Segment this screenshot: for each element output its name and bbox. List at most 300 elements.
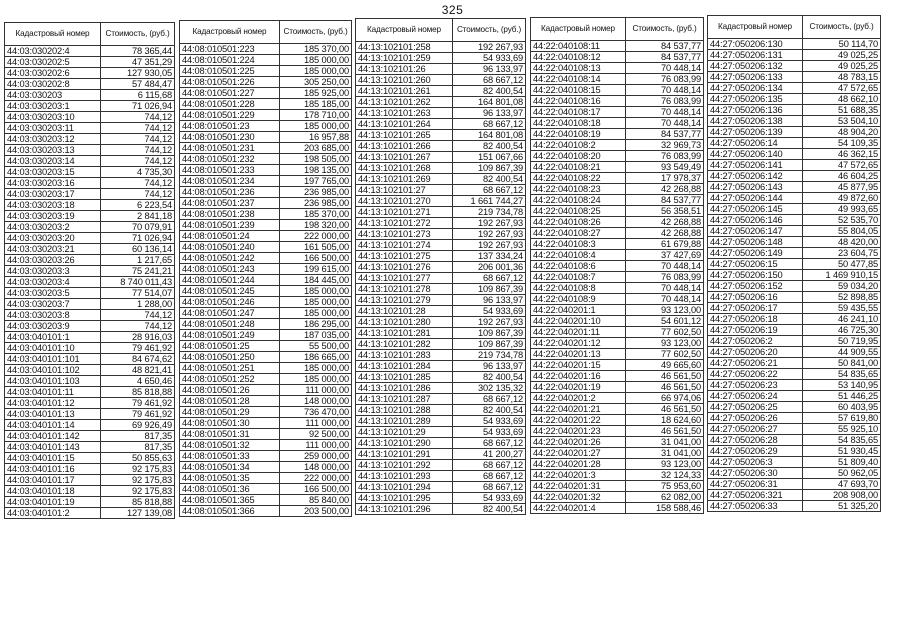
table-row <box>708 281 881 292</box>
column-header-cost: Стоимость, (руб.) <box>626 18 704 41</box>
table-row <box>708 138 881 149</box>
cost-cell: 71 026,94 <box>101 233 175 244</box>
cost-cell: 57 619,80 <box>803 413 881 424</box>
cost-cell: 186 295,00 <box>280 319 352 330</box>
table-row <box>531 382 704 393</box>
cadastral-number-cell: 44:03:030203:18 <box>5 200 101 211</box>
cost-cell: 51 809,40 <box>803 457 881 468</box>
cost-cell: 109 867,39 <box>453 284 526 295</box>
cost-cell: 68 667,12 <box>453 273 526 284</box>
cadastral-number-cell: 44:13:102101:277 <box>356 273 453 284</box>
cost-cell: 192 267,93 <box>453 42 526 53</box>
cost-cell: 77 514,07 <box>101 288 175 299</box>
cost-cell: 54 835,65 <box>803 369 881 380</box>
table-row <box>531 360 704 371</box>
cost-cell: 744,12 <box>101 156 175 167</box>
cadastral-number-cell: 44:13:102101:295 <box>356 493 453 504</box>
table-row <box>531 261 704 272</box>
cadastral-number-cell: 44:27:050206:3 <box>708 457 803 468</box>
table-row <box>356 152 526 163</box>
cadastral-number-cell: 44:22:040108:14 <box>531 74 626 85</box>
cadastral-number-cell: 44:27:050206:143 <box>708 182 803 193</box>
cost-cell: 28 916,03 <box>101 332 175 343</box>
table-row <box>708 226 881 237</box>
table-row <box>531 96 704 107</box>
table-row <box>5 332 175 343</box>
table-row <box>708 369 881 380</box>
cost-cell: 185 185,00 <box>280 99 352 110</box>
table-row <box>708 171 881 182</box>
cost-cell: 70 448,14 <box>626 118 704 129</box>
cost-cell: 54 933,69 <box>453 53 526 64</box>
table-row <box>356 130 526 141</box>
cadastral-number-cell: 44:27:050206:134 <box>708 83 803 94</box>
cost-cell: 192 267,93 <box>453 229 526 240</box>
cost-cell: 49 993,65 <box>803 204 881 215</box>
table-row <box>708 325 881 336</box>
cadastral-number-cell: 44:27:050206:321 <box>708 490 803 501</box>
table-row <box>356 350 526 361</box>
cost-cell: 817,35 <box>101 442 175 453</box>
cadastral-number-cell: 44:03:030203:2 <box>5 222 101 233</box>
table-row <box>5 79 175 90</box>
cadastral-number-cell: 44:03:030203:17 <box>5 189 101 200</box>
cadastral-number-cell: 44:22:040108:21 <box>531 162 626 173</box>
cadastral-number-cell: 44:22:040201:32 <box>531 492 626 503</box>
cadastral-number-cell: 44:22:040108:25 <box>531 206 626 217</box>
cadastral-number-cell: 44:08:010501:28 <box>180 396 280 407</box>
cadastral-number-cell: 44:03:030202:8 <box>5 79 101 90</box>
table-row <box>5 431 175 442</box>
table-row <box>708 391 881 402</box>
cadastral-number-cell: 44:27:050206:132 <box>708 61 803 72</box>
cadastral-number-cell: 44:27:050206:150 <box>708 270 803 281</box>
cost-cell: 49 665,60 <box>626 360 704 371</box>
cadastral-number-cell: 44:13:102101:287 <box>356 394 453 405</box>
table-row <box>180 198 352 209</box>
table-row <box>5 233 175 244</box>
table-row <box>5 442 175 453</box>
cadastral-number-cell: 44:13:102101:26 <box>356 64 453 75</box>
cost-cell: 41 200,27 <box>453 449 526 460</box>
table-row <box>180 132 352 143</box>
cadastral-table-1 <box>4 22 175 519</box>
cost-cell: 60 136,14 <box>101 244 175 255</box>
cost-cell: 48 904,20 <box>803 127 881 138</box>
table-row <box>180 77 352 88</box>
table-row <box>708 149 881 160</box>
table-row <box>180 385 352 396</box>
cost-cell: 85 840,00 <box>280 495 352 506</box>
cadastral-number-cell: 44:08:010501:366 <box>180 506 280 517</box>
cadastral-number-cell: 44:13:102101:284 <box>356 361 453 372</box>
cadastral-number-cell: 44:22:040201:26 <box>531 437 626 448</box>
table-row <box>5 475 175 486</box>
cadastral-number-cell: 44:03:030203 <box>5 90 101 101</box>
cost-cell: 219 734,78 <box>453 207 526 218</box>
cost-cell: 54 601,12 <box>626 316 704 327</box>
cadastral-number-cell: 44:22:040201:1 <box>531 305 626 316</box>
cadastral-number-cell: 44:22:040108:18 <box>531 118 626 129</box>
cost-cell: 50 962,05 <box>803 468 881 479</box>
cadastral-number-cell: 44:22:040201:22 <box>531 415 626 426</box>
cadastral-number-cell: 44:03:030203:19 <box>5 211 101 222</box>
cost-cell: 18 624,60 <box>626 415 704 426</box>
table-row <box>531 448 704 459</box>
table-row <box>180 242 352 253</box>
table-row <box>356 383 526 394</box>
table-row <box>708 501 881 512</box>
cadastral-number-cell: 44:03:030203:7 <box>5 299 101 310</box>
cadastral-number-cell: 44:13:102101:296 <box>356 504 453 515</box>
cost-cell: 185 000,00 <box>280 363 352 374</box>
cadastral-number-cell: 44:13:102101:275 <box>356 251 453 262</box>
table-row <box>180 440 352 451</box>
cost-cell: 222 000,00 <box>280 231 352 242</box>
cadastral-number-cell: 44:08:010501:237 <box>180 198 280 209</box>
cadastral-number-cell: 44:13:102101:281 <box>356 328 453 339</box>
cadastral-number-cell: 44:27:050206:145 <box>708 204 803 215</box>
cost-cell: 62 082,00 <box>626 492 704 503</box>
cadastral-number-cell: 44:27:050206:141 <box>708 160 803 171</box>
cost-cell: 222 000,00 <box>280 473 352 484</box>
cost-cell: 185 000,00 <box>280 66 352 77</box>
table-row <box>180 429 352 440</box>
table-row <box>708 358 881 369</box>
cost-cell: 198 135,00 <box>280 165 352 176</box>
table-row <box>356 229 526 240</box>
cadastral-number-cell: 44:03:030203:13 <box>5 145 101 156</box>
cost-cell: 4 650,46 <box>101 376 175 387</box>
table-row <box>531 206 704 217</box>
cost-cell: 109 867,39 <box>453 339 526 350</box>
cadastral-number-cell: 44:13:102101:260 <box>356 75 453 86</box>
cadastral-number-cell: 44:03:030203:16 <box>5 178 101 189</box>
table-row <box>356 504 526 515</box>
cadastral-number-cell: 44:08:010501:238 <box>180 209 280 220</box>
cadastral-number-cell: 44:08:010501:31 <box>180 429 280 440</box>
cost-cell: 166 500,00 <box>280 484 352 495</box>
table-row <box>180 264 352 275</box>
table-row <box>708 424 881 435</box>
cost-cell: 47 693,70 <box>803 479 881 490</box>
cadastral-number-cell: 44:22:040108:13 <box>531 63 626 74</box>
table-row <box>708 204 881 215</box>
cadastral-number-cell: 44:08:010501:30 <box>180 418 280 429</box>
cadastral-number-cell: 44:27:050206:148 <box>708 237 803 248</box>
cadastral-number-cell: 44:03:030203:3 <box>5 266 101 277</box>
cadastral-number-cell: 44:27:050206:14 <box>708 138 803 149</box>
cadastral-number-cell: 44:22:040108:2 <box>531 140 626 151</box>
cost-cell: 50 841,00 <box>803 358 881 369</box>
cost-cell: 54 933,69 <box>453 493 526 504</box>
table-row <box>531 404 704 415</box>
table-row <box>180 143 352 154</box>
table-row <box>708 468 881 479</box>
table-row <box>5 134 175 145</box>
cadastral-number-cell: 44:27:050206:130 <box>708 39 803 50</box>
cadastral-number-cell: 44:13:102101:29 <box>356 427 453 438</box>
table-row <box>708 347 881 358</box>
column-header-cost: Стоимость, (руб.) <box>280 21 352 44</box>
table-row <box>356 339 526 350</box>
table-row <box>531 305 704 316</box>
cadastral-number-cell: 44:22:040108:3 <box>531 239 626 250</box>
cost-cell: 50 719,95 <box>803 336 881 347</box>
cadastral-number-cell: 44:03:030203:4 <box>5 277 101 288</box>
cadastral-number-cell: 44:22:040108:20 <box>531 151 626 162</box>
cost-cell: 185 000,00 <box>280 297 352 308</box>
cadastral-number-cell: 44:08:010501:236 <box>180 187 280 198</box>
cost-cell: 46 241,10 <box>803 314 881 325</box>
table-row <box>180 407 352 418</box>
cadastral-number-cell: 44:03:040101:11 <box>5 387 101 398</box>
table-row <box>708 479 881 490</box>
table-row <box>180 462 352 473</box>
cadastral-number-cell: 44:08:010501:29 <box>180 407 280 418</box>
cadastral-number-cell: 44:08:010501:251 <box>180 363 280 374</box>
cadastral-number-cell: 44:27:050206:27 <box>708 424 803 435</box>
cadastral-number-cell: 44:22:040108:16 <box>531 96 626 107</box>
cadastral-number-cell: 44:08:010501:226 <box>180 77 280 88</box>
cost-cell: 32 969,73 <box>626 140 704 151</box>
cost-cell: 206 001,36 <box>453 262 526 273</box>
table-row <box>708 127 881 138</box>
table-row <box>180 308 352 319</box>
cadastral-number-cell: 44:08:010501:248 <box>180 319 280 330</box>
cost-cell: 151 067,66 <box>453 152 526 163</box>
table-row <box>531 470 704 481</box>
table-row <box>5 266 175 277</box>
cost-cell: 127 930,05 <box>101 68 175 79</box>
cadastral-number-cell: 44:22:040108:19 <box>531 129 626 140</box>
table-row <box>356 405 526 416</box>
cadastral-number-cell: 44:27:050206:131 <box>708 50 803 61</box>
cost-cell: 82 400,54 <box>453 405 526 416</box>
cost-cell: 219 734,78 <box>453 350 526 361</box>
cost-cell: 61 679,88 <box>626 239 704 250</box>
table-row <box>180 341 352 352</box>
cost-cell: 51 325,20 <box>803 501 881 512</box>
cadastral-number-cell: 44:13:102101:273 <box>356 229 453 240</box>
cost-cell: 1 661 744,27 <box>453 196 526 207</box>
cadastral-number-cell: 44:27:050206:139 <box>708 127 803 138</box>
cost-cell: 4 735,30 <box>101 167 175 178</box>
table-row <box>5 299 175 310</box>
cadastral-number-cell: 44:08:010501:223 <box>180 44 280 55</box>
cost-cell: 93 123,00 <box>626 338 704 349</box>
table-row <box>531 371 704 382</box>
cost-cell: 75 241,21 <box>101 266 175 277</box>
table-row <box>356 449 526 460</box>
cadastral-number-cell: 44:03:040101:19 <box>5 497 101 508</box>
table-row <box>180 363 352 374</box>
table-row <box>356 394 526 405</box>
cost-cell: 70 448,14 <box>626 283 704 294</box>
cadastral-number-cell: 44:22:040201:2 <box>531 393 626 404</box>
table-row <box>708 490 881 501</box>
cadastral-number-cell: 44:22:040108:23 <box>531 184 626 195</box>
cost-cell: 76 083,99 <box>626 74 704 85</box>
cost-cell: 68 667,12 <box>453 394 526 405</box>
cadastral-number-cell: 44:27:050206:133 <box>708 72 803 83</box>
cadastral-number-cell: 44:03:040101:1 <box>5 332 101 343</box>
cost-cell: 199 615,00 <box>280 264 352 275</box>
cost-cell: 54 933,69 <box>453 306 526 317</box>
cadastral-number-cell: 44:27:050206:15 <box>708 259 803 270</box>
cost-cell: 31 041,00 <box>626 448 704 459</box>
cadastral-number-cell: 44:13:102101:27 <box>356 185 453 196</box>
table-row <box>708 259 881 270</box>
cadastral-number-cell: 44:08:010501:246 <box>180 297 280 308</box>
cadastral-number-cell: 44:08:010501:232 <box>180 154 280 165</box>
cost-cell: 236 985,00 <box>280 198 352 209</box>
table-row <box>180 352 352 363</box>
cost-cell: 47 351,29 <box>101 57 175 68</box>
cost-cell: 109 867,39 <box>453 328 526 339</box>
cost-cell: 198 320,00 <box>280 220 352 231</box>
table-row <box>5 200 175 211</box>
cost-cell: 17 978,37 <box>626 173 704 184</box>
table-row <box>180 110 352 121</box>
table-row <box>5 387 175 398</box>
cost-cell: 70 448,14 <box>626 85 704 96</box>
cadastral-number-cell: 44:13:102101:262 <box>356 97 453 108</box>
table-row <box>5 409 175 420</box>
table-row <box>5 453 175 464</box>
cadastral-number-cell: 44:08:010501:224 <box>180 55 280 66</box>
column-header-cadastral-number: Кадастровый номер <box>5 23 101 46</box>
cost-cell: 744,12 <box>101 112 175 123</box>
cadastral-number-cell: 44:03:040101:15 <box>5 453 101 464</box>
cadastral-number-cell: 44:27:050206:147 <box>708 226 803 237</box>
cost-cell: 23 604,75 <box>803 248 881 259</box>
table-row <box>531 349 704 360</box>
cadastral-number-cell: 44:27:050206:146 <box>708 215 803 226</box>
cadastral-number-cell: 44:27:050206:31 <box>708 479 803 490</box>
table-row <box>708 237 881 248</box>
cost-cell: 68 667,12 <box>453 471 526 482</box>
cost-cell: 50 855,63 <box>101 453 175 464</box>
cost-cell: 47 572,65 <box>803 83 881 94</box>
cost-cell: 2 841,18 <box>101 211 175 222</box>
cost-cell: 54 933,69 <box>453 416 526 427</box>
cadastral-number-cell: 44:22:040201:23 <box>531 426 626 437</box>
cost-cell: 185 370,00 <box>280 209 352 220</box>
cadastral-number-cell: 44:13:102101:292 <box>356 460 453 471</box>
cost-cell: 192 267,93 <box>453 218 526 229</box>
cadastral-number-cell: 44:27:050206:26 <box>708 413 803 424</box>
cadastral-number-cell: 44:03:030202:6 <box>5 68 101 79</box>
cadastral-table-5 <box>707 15 881 512</box>
cadastral-number-cell: 44:03:040101:17 <box>5 475 101 486</box>
cost-cell: 197 765,00 <box>280 176 352 187</box>
table-row <box>356 262 526 273</box>
cadastral-number-cell: 44:22:040201:28 <box>531 459 626 470</box>
cost-cell: 96 133,97 <box>453 361 526 372</box>
cost-cell: 92 175,83 <box>101 486 175 497</box>
cost-cell: 68 667,12 <box>453 75 526 86</box>
table-row <box>531 74 704 85</box>
cost-cell: 51 930,45 <box>803 446 881 457</box>
table-row <box>5 310 175 321</box>
cost-cell: 96 133,97 <box>453 108 526 119</box>
table-row <box>531 129 704 140</box>
cost-cell: 42 268,88 <box>626 184 704 195</box>
cost-cell: 178 710,00 <box>280 110 352 121</box>
table-row <box>5 101 175 112</box>
cost-cell: 187 035,00 <box>280 330 352 341</box>
table-row <box>5 288 175 299</box>
cadastral-number-cell: 44:22:040108:24 <box>531 195 626 206</box>
table-row <box>356 64 526 75</box>
cadastral-number-cell: 44:27:050206:138 <box>708 116 803 127</box>
cadastral-number-cell: 44:22:040201:10 <box>531 316 626 327</box>
cadastral-number-cell: 44:22:040201:15 <box>531 360 626 371</box>
table-row <box>356 196 526 207</box>
cost-cell: 46 561,50 <box>626 426 704 437</box>
cost-cell: 55 925,10 <box>803 424 881 435</box>
table-row <box>708 380 881 391</box>
cadastral-number-cell: 44:03:030203:14 <box>5 156 101 167</box>
table-row <box>180 88 352 99</box>
cost-cell: 96 133,97 <box>453 64 526 75</box>
table-row <box>356 141 526 152</box>
table-row <box>5 90 175 101</box>
table-row <box>356 372 526 383</box>
cost-cell: 68 667,12 <box>453 119 526 130</box>
cadastral-number-cell: 44:03:040101:102 <box>5 365 101 376</box>
column-header-cost: Стоимость, (руб.) <box>453 19 526 42</box>
cost-cell: 744,12 <box>101 145 175 156</box>
cadastral-number-cell: 44:03:030203:20 <box>5 233 101 244</box>
cadastral-number-cell: 44:13:102101:265 <box>356 130 453 141</box>
cadastral-number-cell: 44:03:030202:5 <box>5 57 101 68</box>
table-row <box>356 185 526 196</box>
cadastral-number-cell: 44:22:040108:11 <box>531 41 626 52</box>
table-row <box>5 244 175 255</box>
cadastral-number-cell: 44:08:010501:228 <box>180 99 280 110</box>
table-row <box>356 471 526 482</box>
cost-cell: 54 109,35 <box>803 138 881 149</box>
cadastral-number-cell: 44:08:010501:35 <box>180 473 280 484</box>
cost-cell: 92 500,00 <box>280 429 352 440</box>
table-row <box>5 277 175 288</box>
cadastral-number-cell: 44:27:050206:140 <box>708 149 803 160</box>
cadastral-number-cell: 44:03:030203:11 <box>5 123 101 134</box>
table-row <box>5 68 175 79</box>
cadastral-number-cell: 44:27:050206:19 <box>708 325 803 336</box>
cost-cell: 48 662,10 <box>803 94 881 105</box>
cost-cell: 1 288,00 <box>101 299 175 310</box>
page-number: 325 <box>441 3 464 17</box>
cadastral-number-cell: 44:03:040101:2 <box>5 508 101 519</box>
cost-cell: 305 250,00 <box>280 77 352 88</box>
cadastral-number-cell: 44:13:102101:261 <box>356 86 453 97</box>
cadastral-number-cell: 44:13:102101:276 <box>356 262 453 273</box>
table-row <box>531 481 704 492</box>
cost-cell: 84 537,77 <box>626 129 704 140</box>
cadastral-number-cell: 44:13:102101:270 <box>356 196 453 207</box>
cadastral-number-cell: 44:08:010501:245 <box>180 286 280 297</box>
table-row <box>356 438 526 449</box>
cost-cell: 744,12 <box>101 178 175 189</box>
cost-cell: 82 400,54 <box>453 141 526 152</box>
table-row <box>5 420 175 431</box>
cost-cell: 59 034,20 <box>803 281 881 292</box>
cadastral-number-cell: 44:22:040108:15 <box>531 85 626 96</box>
cost-cell: 52 898,85 <box>803 292 881 303</box>
